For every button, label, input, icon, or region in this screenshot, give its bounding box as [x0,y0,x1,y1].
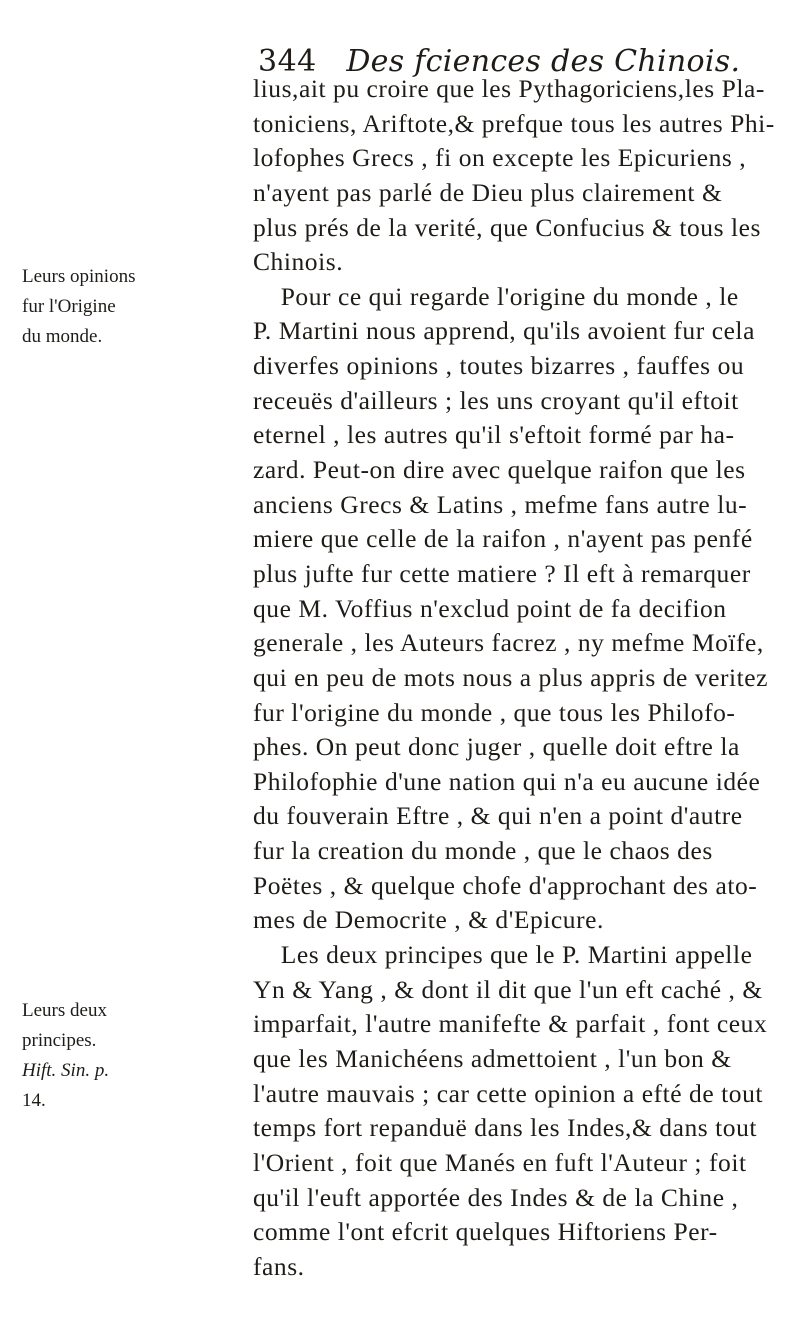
text-line: Poëtes , & quelque chofe d'approchant des ato- [253,870,758,900]
text-line: miere que celle de la raifon , n'ayent pas penfé [253,524,753,554]
text-line: plus prés de la verité, que Confucius & tous les [253,212,761,242]
margin-note-line: Hift. Sin. p. [22,1060,110,1081]
text-line: temps fort repanduë dans les Indes,& dans tout [253,1113,758,1143]
text-line: Chinois. [253,247,344,277]
text-line: lofophes Grecs , fi on excepte les Epicuriens , [253,143,747,173]
text-line: n'ayent pas parlé de Dieu plus clairement & [253,177,723,207]
text-line: l'autre mauvais ; car cette opinion a efté de tout [253,1078,764,1108]
text-line: Pour ce qui regarde l'origine du monde , le [253,281,739,311]
margin-note-line: du monde. [22,326,103,347]
text-line: plus jufte fur cette matiere ? Il eft à remarquer [253,558,751,588]
text-line: imparfait, l'autre manifefte & parfait , font ceux [253,1009,768,1039]
margin-note-line: Leurs deux [22,1000,107,1021]
text-line: P. Martini nous apprend, qu'ils avoient fur cela [253,316,755,346]
text-line: fur l'origine du monde , que tous les Philofo- [253,697,736,727]
margin-note-principles [22,996,252,1116]
text-line: qu'il l'euft apportée des Indes & de la Chine , [253,1182,739,1212]
text-line: lius,ait pu croire que les Pythagoriciens,les Pla- [253,74,765,103]
text-line: mes de Democrite , & d'Epicure. [253,905,604,935]
margin-note-line: 14. [22,1090,46,1111]
text-line: que M. Voffius n'exclud point de fa decifion [253,593,727,623]
margin-note-line: fur l'Origine [22,296,116,317]
text-line: du fouverain Eftre , & qui n'en a point d'autre [253,801,743,831]
running-title: Des fciences des Chinois. [346,44,741,79]
text-line: anciens Grecs & Latins , mefme fans autre lu- [253,489,748,519]
text-line: toniciens, Ariftote,& prefque tous les autres Phi- [253,108,775,138]
text-line: generale , les Auteurs facrez , ny mefme Moïfe, [253,628,764,658]
text-line: l'Orient , foit que Manés en fuft l'Auteur ; foit [253,1147,747,1177]
text-line: que les Manichéens admettoient , l'un bon & [253,1043,732,1073]
page-number: 344 [258,44,317,79]
text-line: diverfes opinions , toutes bizarres , fauffes ou [253,351,745,381]
text-line: Les deux principes que le P. Martini appelle [253,940,753,970]
text-line: phes. On peut donc juger , quelle doit eftre la [253,732,740,762]
margin-note-line: Leurs opinions [22,266,136,287]
text-line: comme l'ont efcrit quelques Hiftoriens Per- [253,1217,718,1247]
text-line: receuës d'ailleurs ; les uns croyant qu'il eftoit [253,385,739,415]
margin-note-line: principes. [22,1030,97,1051]
margin-note-origin [22,262,252,352]
text-line: qui en peu de mots nous a plus appris de veritez [253,662,769,692]
text-line: fans. [253,1251,305,1281]
text-line: eternel , les autres qu'il s'eftoit formé par ha- [253,420,735,450]
body-text [253,72,793,1284]
text-line: fur la creation du monde , que le chaos des [253,836,713,866]
text-line: Philofophie d'une nation qui n'a eu aucune idée [253,766,761,796]
text-line: Yn & Yang , & dont il dit que l'un eft caché , & [253,974,763,1004]
text-line: zard. Peut-on dire avec quelque raifon que les [253,455,746,485]
